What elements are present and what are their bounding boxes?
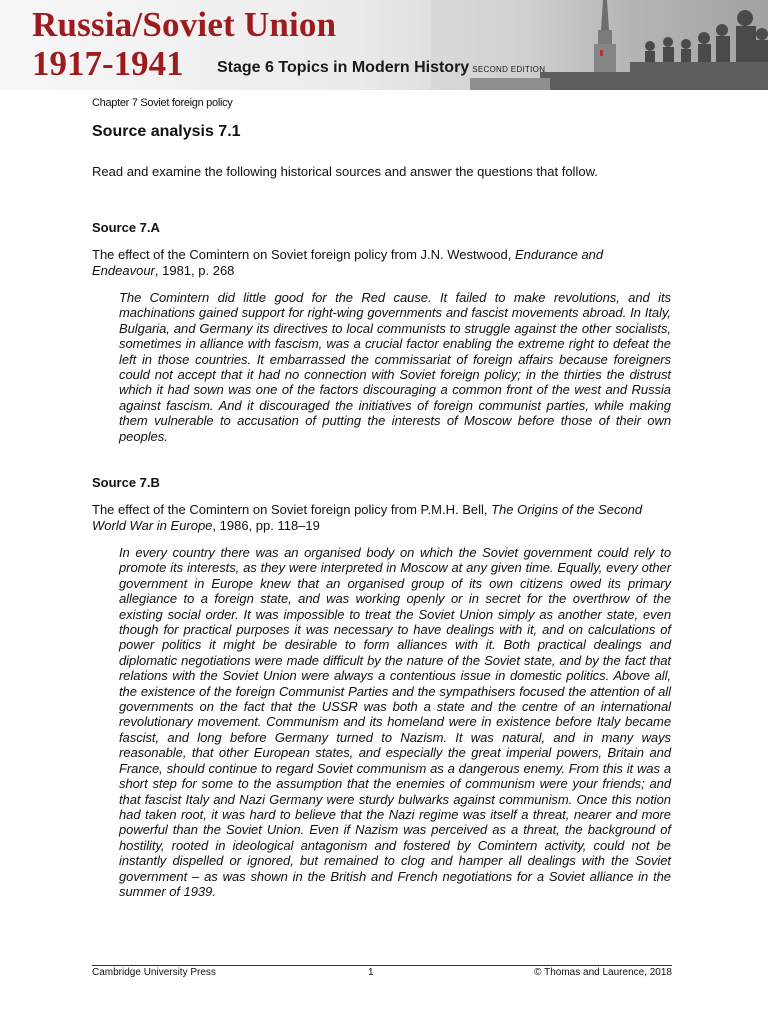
book-subtitle: [217, 59, 545, 77]
source-b-citation: [92, 502, 672, 534]
citation-details: , 1986, pp. 118–19: [212, 518, 320, 533]
source-a-heading: Source 7.A: [92, 220, 160, 235]
intro-text: Read and examine the following historical sources and answer the questions that follow.: [92, 164, 598, 179]
source-b-heading: Source 7.B: [92, 475, 160, 490]
footer-publisher: Cambridge University Press: [92, 967, 216, 978]
source-b-quote: In every country there was an organised body on which the Soviet government could rely to promote its interests, as they were interpreted in Moscow at any given time. Equally, every other government in Europe knew that an organised group of its own citizens owed its primary allegiance to a foreign state, and was working openly or in secret for the overthrow of the existing social order. It was impossible to treat the Soviet Union simply as another state, even though for practical purposes it was necessary to have dealings with it, and on calculations of power politics it might be desirable to form alliances with it. Both practical dealings and diplomatic negotiations were made difficult by the nature of the Soviet state, and by the fact that relations with the Soviet Union were always a contentious issue in domestic politics. Above all, the existence of the foreign Communist Parties and the sympathisers focused the attention of all governments on the fact that the USSR was both a state and the centre of an international revolutionary movement. Communism and its homeland were in existence before Italy became fascist, and long before Germany turned to Nazism. It was natural, and in many ways reasonable, that other European states, and especially the great imperial powers, Britain and France, should continue to regard Soviet communism as a dangerous enemy. From this it was a short step for some to the assumption that the enemies of communism were your friends; and that fascist Italy and Nazi Germany were sturdy bulwarks against communism. Once this notion had taken root, it was hard to believe that the Nazi regime was itself a threat, nearer and more powerful than the Soviet Union. Even if Nazism was perceived as a threat, the background of hostility, rooted in ideological antagonism and fostered by Comintern activity, could not be instantly dispelled or ignored, but remained to clog and hamper all dealings with the Soviet government – as was shown in the British and French negotiations for a Soviet alliance in the summer of 1939.: [119, 545, 671, 899]
book-edition: SECOND EDITION: [472, 65, 546, 74]
citation-details: , 1981, p. 268: [154, 263, 235, 278]
citation-text: The effect of the Comintern on Soviet foreign policy from J.N. Westwood,: [92, 247, 515, 262]
page-title: Source analysis 7.1: [92, 123, 241, 140]
chapter-label: Chapter 7 Soviet foreign policy: [92, 97, 233, 109]
citation-book-title: Endurance and Endeavour: [92, 247, 604, 278]
citation-book-title: The Origins of the Second World War in Europe: [92, 502, 643, 533]
book-banner: [0, 0, 768, 90]
page-number: 1: [368, 967, 374, 978]
book-title-line1: Russia/Soviet Union: [32, 5, 337, 44]
footer-divider: [92, 965, 672, 966]
source-a-citation: [92, 247, 672, 279]
book-series-title: Stage 6 Topics in Modern History: [217, 59, 470, 76]
citation-text: The effect of the Comintern on Soviet foreign policy from P.M.H. Bell,: [92, 502, 492, 517]
source-a-quote: The Comintern did little good for the Red cause. It failed to make revolutions, and its machinations gained support for right-wing governments and fascist movements abroad. In Italy, Bulgaria, and Germany its directives to local communists to struggle against the other socialists, sometimes in alliance with fascism, was a crucial factor enabling the extreme right to defeat the left in those countries. It embarrassed the commissariat of foreign affairs because foreigners could not accept that it had no connection with Soviet foreign policy; in the thirties the distrust which it had sown was one of the factors discouraging a common front of the west and Russia against fascism. And it discouraged the initiatives of foreign communist parties, while making them vulnerable to accusation of putting the interests of Moscow before those of their own peoples.: [119, 290, 671, 444]
book-title-line2: 1917-1941: [32, 44, 184, 83]
footer-copyright: © Thomas and Laurence, 2018: [534, 967, 672, 978]
